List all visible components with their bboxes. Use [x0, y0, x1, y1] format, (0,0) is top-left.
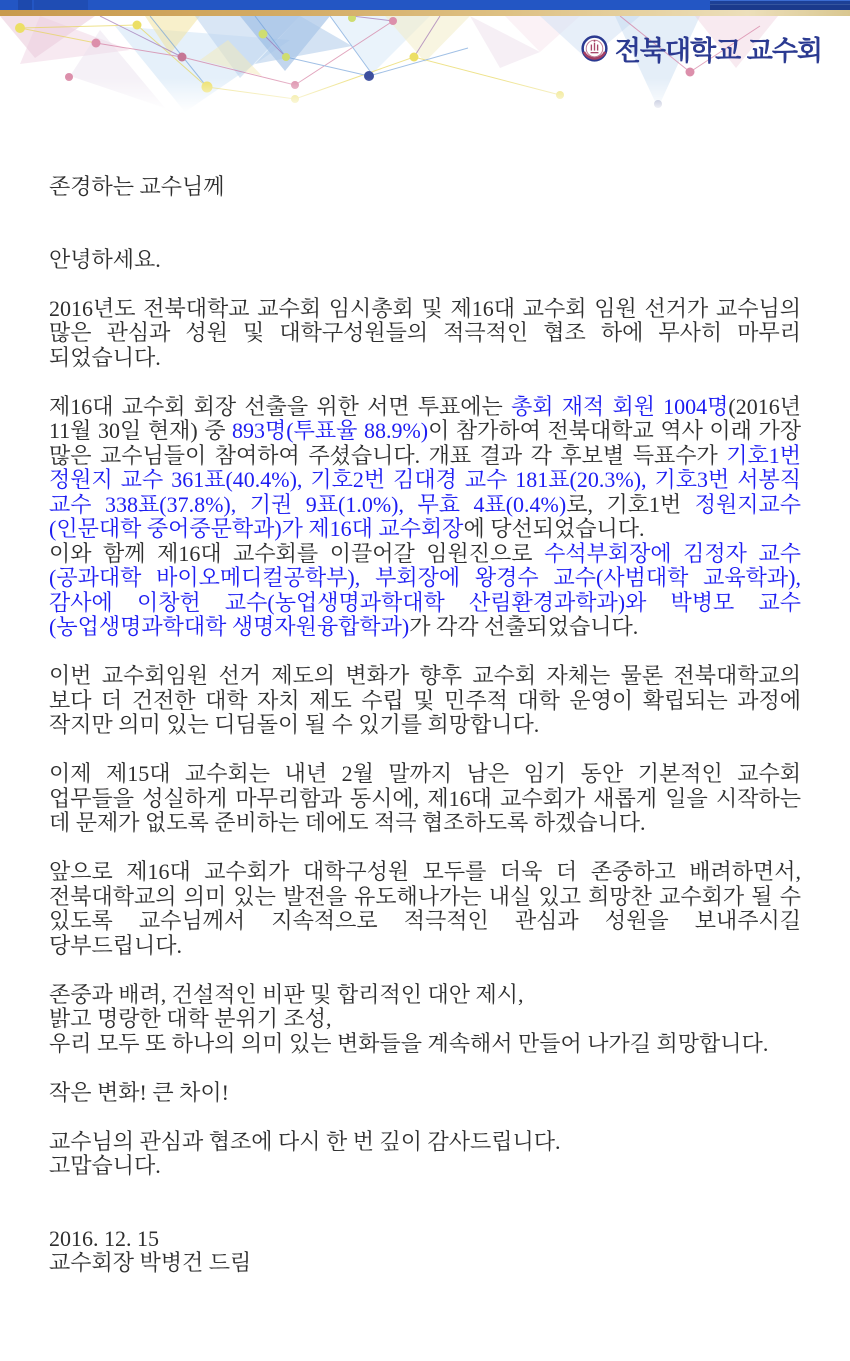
para-request [49, 860, 801, 958]
text-run: 로, 기호1번 [566, 491, 695, 517]
greeting [49, 248, 801, 273]
letter-body [0, 112, 850, 1276]
text-run: 에 당선되었습니다. [463, 516, 645, 541]
text-run: 가 각각 선출되었습니다. [409, 614, 639, 639]
text-run: 교수회장 박병건 드림 [49, 1250, 252, 1275]
highlighted-text-run: 기호1번 정원지 교수 361표(40.4%), 기호2번 김대경 교수 181표(20.3%), 기호3번 서봉직 교수 338표(37.8%), 기권 9표(1.0%), 무효 4표(0.4%) [49, 442, 801, 517]
highlighted-text-run: 893명(투표율 88.9%) [232, 418, 429, 443]
para-intro [49, 297, 801, 371]
text-run: 존경하는 교수님께 [49, 174, 225, 199]
para-election-results [49, 395, 801, 542]
para-officers [49, 542, 801, 640]
text-run: (2016년 11월 30일 현재) 중 [49, 393, 802, 443]
top-bar-segment [18, 0, 32, 10]
thanks-line-2 [49, 1154, 801, 1179]
text-run: 이 참가하여 전북대학교 역사 이래 가장 많은 교수님들이 참여하여 주셨습니다. 개표 결과 각 후보별 득표수가 [49, 418, 801, 468]
text-run: 밝고 명랑한 대학 분위기 조성, [49, 1006, 332, 1031]
text-run: 앞으로 제16대 교수회가 대학구성원 모두를 더욱 더 존중하고 배려하면서, 전북대학교의 의미 있는 발전을 유도해나가는 내실 있고 희망찬 교수회가 될 수 있도록 교수님께서 지속적으로 적극적인 관심과 성원을 보내주시길 당부드립니다. [49, 859, 801, 958]
header-banner [0, 0, 850, 112]
text-run: 제16대 교수회 회장 선출을 위한 서면 투표에는 [49, 393, 512, 419]
text-run: 이와 함께 제16대 교수회를 이끌어갈 임원진으로 [49, 540, 545, 566]
slogan [49, 1081, 801, 1106]
para-15th-duties [49, 762, 801, 836]
thanks-line-1 [49, 1130, 801, 1155]
top-bar-segment [34, 0, 88, 10]
text-run: 고맙습니다. [49, 1153, 161, 1178]
text-run: 이제 제15대 교수회는 내년 2월 말까지 남은 임기 동안 기본적인 교수회 업무들을 성실하게 마무리함과 동시에, 제16대 교수회가 새롭게 일을 시작하는 데 문제가 없도록 준비하는 데에도 적극 협조하도록 하겠습니다. [49, 761, 801, 835]
text-run: 2016. 12. 15 [49, 1225, 159, 1251]
text-run: 이번 교수회임원 선거 제도의 변화가 향후 교수회 자체는 물론 전북대학교의 보다 더 건전한 대학 자치 제도 수립 및 민주적 대학 운영이 확립되는 과정에 작지만 의미 있는 디딤돌이 될 수 있기를 희망합니다. [49, 663, 801, 737]
highlighted-text-run: 수석부회장에 김정자 교수(공과대학 바이오메디컬공학부), 부회장에 왕경수 교수(사범대학 교육학과), 감사에 이창헌 교수(농업생명과학대학 산림환경과학과)와 박병모 교수(농업생명과학대학 생명자원융합학과) [49, 540, 801, 639]
text-run: 작은 변화! 큰 차이! [49, 1079, 229, 1105]
text-run: 존중과 배려, 건설적인 비판 및 합리적인 대안 제시, [49, 981, 524, 1007]
motto-line-1 [49, 983, 801, 1008]
highlighted-text-run: 총회 재적 회원 1004명 [511, 393, 729, 419]
university-emblem-icon [581, 35, 608, 62]
motto-line-3 [49, 1032, 801, 1057]
text-run: 교수님의 관심과 협조에 다시 한 번 깊이 감사드립니다. [49, 1128, 561, 1154]
signature [49, 1251, 801, 1276]
motto-line-2 [49, 1007, 801, 1032]
org-logo [581, 29, 822, 68]
highlighted-text-run: 정원지교수(인문대학 중어중문학과)가 제16대 교수회장 [49, 491, 801, 541]
top-blue-bar [0, 0, 850, 10]
para-hope [49, 664, 801, 738]
top-bar-right-shade [710, 0, 850, 10]
text-run: 안녕하세요. [49, 246, 161, 272]
salutation [49, 175, 801, 200]
org-logo-text: 전북대학교 교수회 [614, 36, 822, 66]
text-run: 2016년도 전북대학교 교수회 임시총회 및 제16대 교수회 임원 선거가 교수님의 많은 관심과 성원 및 대학구성원들의 적극적인 협조 하에 무사히 마무리 되었습니다. [49, 295, 801, 370]
text-run: 우리 모두 또 하나의 의미 있는 변화들을 계속해서 만들어 나가길 희망합니다. [49, 1030, 769, 1056]
date [49, 1227, 801, 1252]
